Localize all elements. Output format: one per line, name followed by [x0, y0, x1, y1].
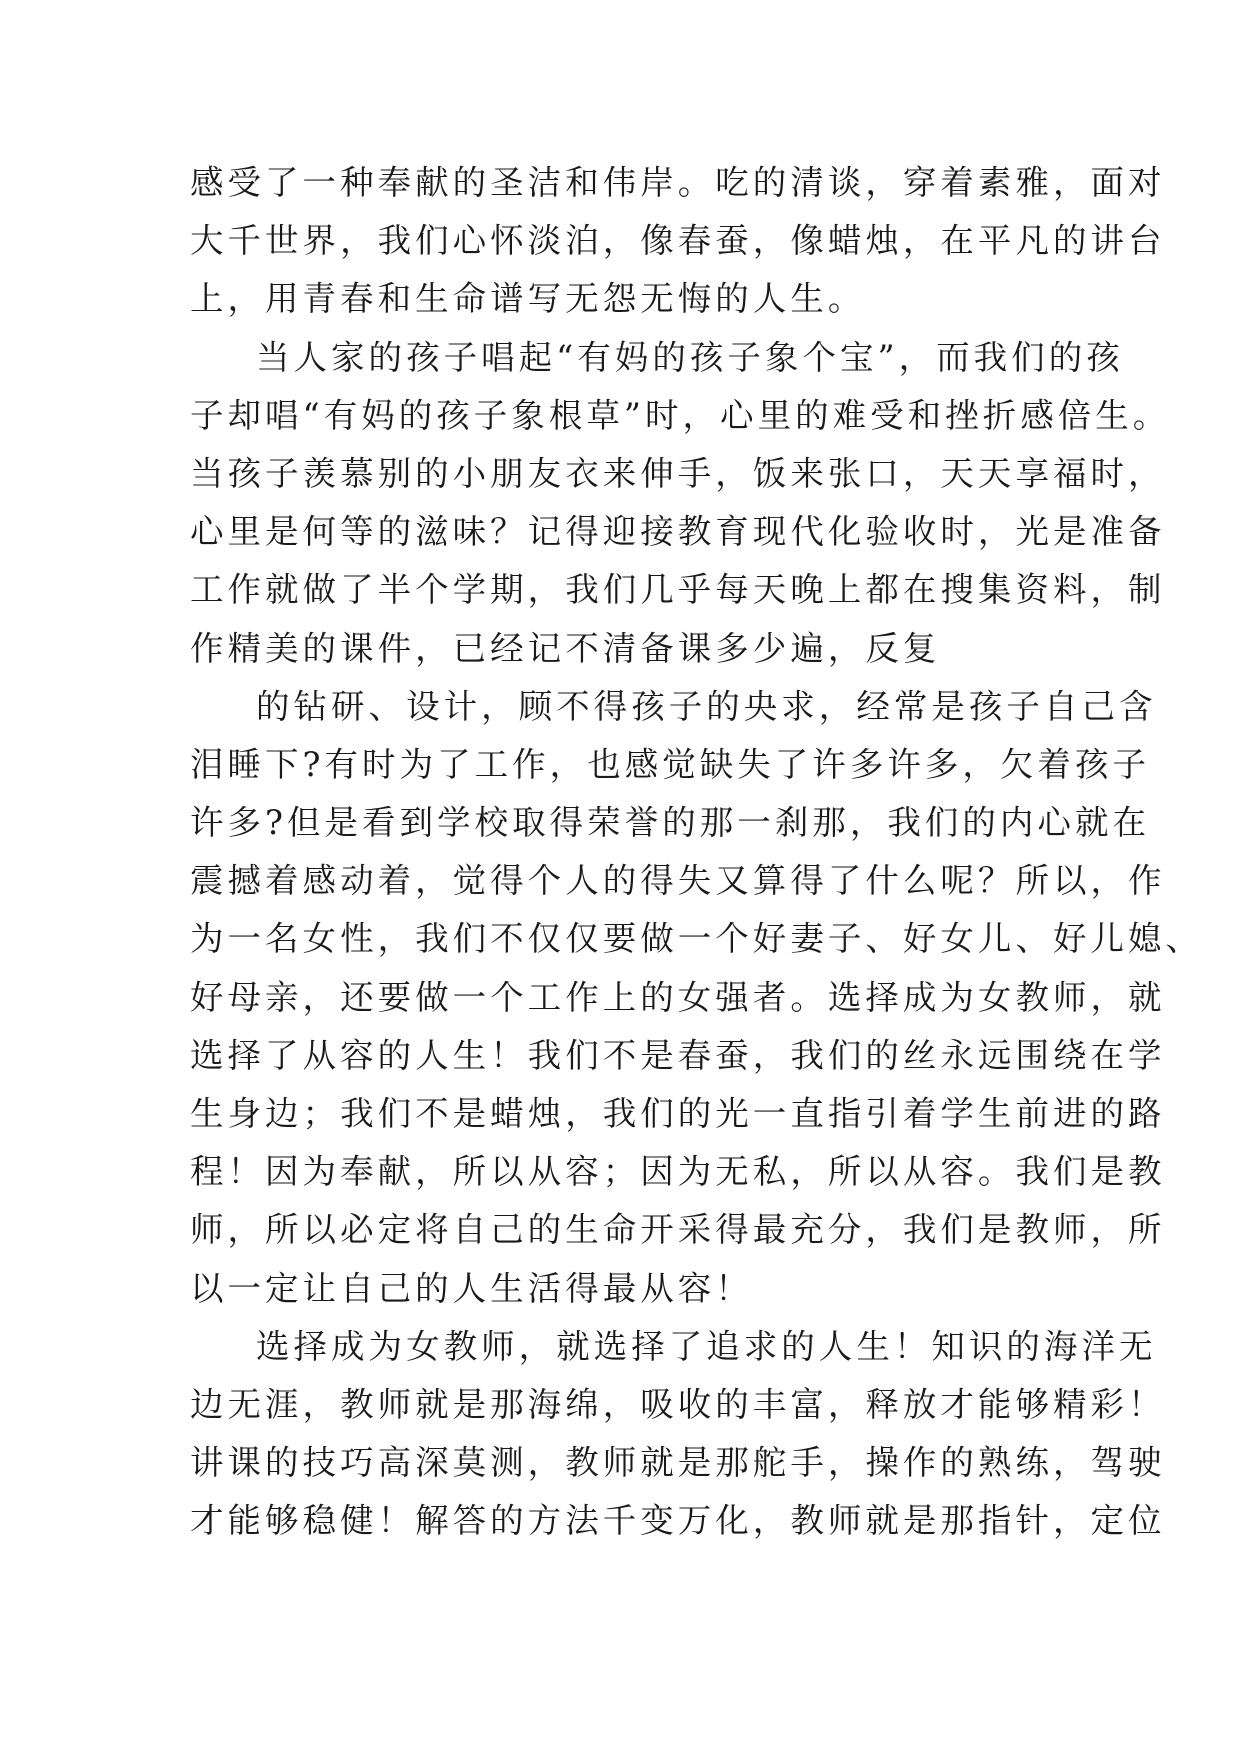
text-line: 才能够稳健！解答的方法千变万化，教师就是那指针，定位	[190, 1501, 1166, 1541]
text-line: 大千世界，我们心怀淡泊，像春蚕，像蜡烛，在平凡的讲台	[190, 221, 1166, 261]
text-line: 师，所以必定将自己的生命开采得最充分，我们是教师，所	[190, 1210, 1166, 1250]
text-line: 以一定让自己的人生活得最从容！	[190, 1268, 753, 1308]
paragraph-start-line: 的钻研、设计，顾不得孩子的央求，经常是孩子自己含	[256, 686, 1157, 726]
text-line: 选择了从容的人生！我们不是春蚕，我们的丝永远围绕在学	[190, 1035, 1166, 1075]
paragraph-start-line: 选择成为女教师，就选择了追求的人生！知识的海洋无	[256, 1326, 1157, 1366]
text-line: 程！因为奉献，所以从容；因为无私，所以从容。我们是教	[190, 1152, 1166, 1192]
document-page	[190, 154, 1204, 1551]
text-line: 作精美的课件，已经记不清备课多少遍，反复	[190, 628, 941, 668]
text-line: 为一名女性，我们不仅仅要做一个好妻子、好女儿、好儿媳、	[190, 919, 1204, 959]
text-line: 当孩子羡慕别的小朋友衣来伸手，饭来张口，天天享福时，	[190, 453, 1166, 493]
text-line: 震撼着感动着，觉得个人的得失又算得了什么呢？所以，作	[190, 861, 1166, 901]
text-line: 泪睡下?有时为了工作，也感觉缺失了许多许多，欠着孩子	[190, 744, 1150, 784]
text-line: 边无涯，教师就是那海绵，吸收的丰富，释放才能够精彩！	[190, 1384, 1166, 1424]
text-line: 讲课的技巧高深莫测，教师就是那舵手，操作的熟练，驾驶	[190, 1443, 1166, 1483]
text-line: 上，用青春和生命谱写无怨无悔的人生。	[190, 279, 866, 319]
text-line: 子却唱“有妈的孩子象根草”时，心里的难受和挫折感倍生。	[190, 395, 1171, 435]
text-line: 心里是何等的滋味？记得迎接教育现代化验收时，光是准备	[190, 512, 1166, 552]
text-line: 工作就做了半个学期，我们几乎每天晚上都在搜集资料，制	[190, 570, 1166, 610]
text-line: 感受了一种奉献的圣洁和伟岸。吃的清谈，穿着素雅，面对	[190, 163, 1166, 202]
text-line: 好母亲，还要做一个工作上的女强者。选择成为女教师，就	[190, 977, 1166, 1017]
text-line: 生身边；我们不是蜡烛，我们的光一直指引着学生前进的路	[190, 1094, 1166, 1133]
paragraph-start-line: 当人家的孩子唱起“有妈的孩子象个宝”，而我们的孩	[256, 337, 1124, 377]
text-line: 许多?但是看到学校取得荣誉的那一刹那，我们的内心就在	[190, 803, 1150, 843]
